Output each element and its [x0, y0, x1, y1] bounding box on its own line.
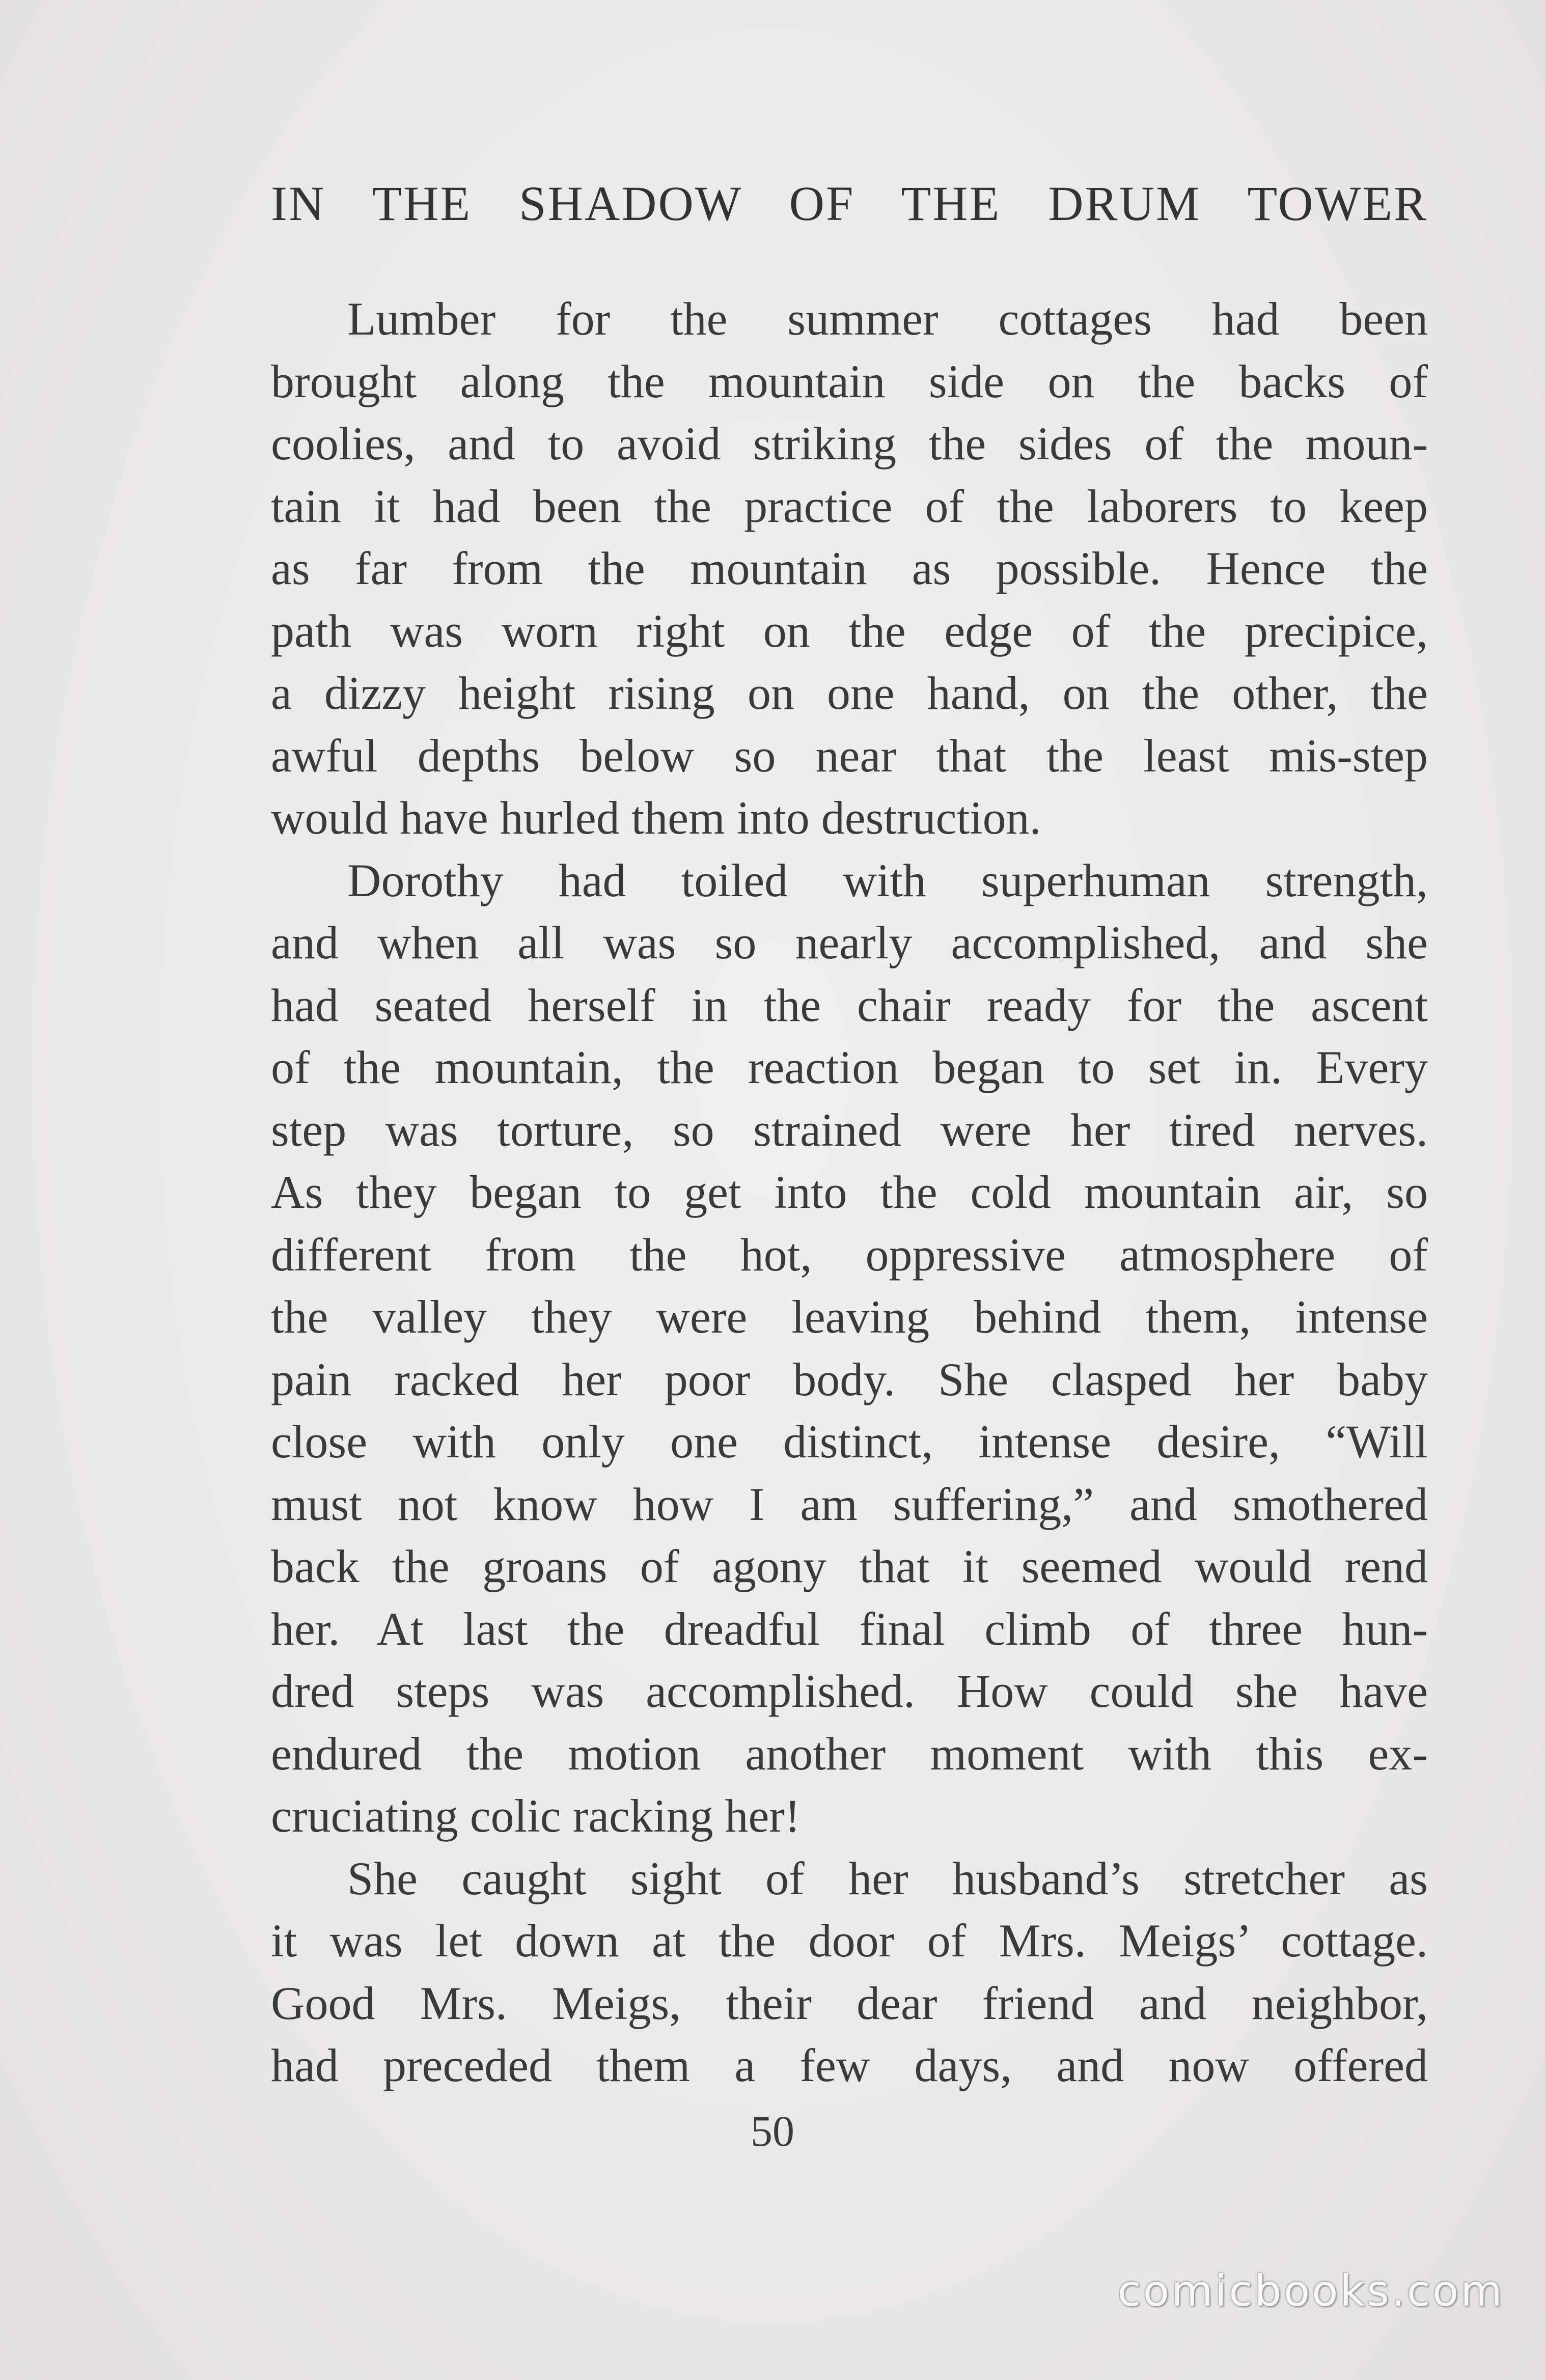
text-line: Lumber for the summer cottages had been — [347, 293, 1428, 345]
running-head: IN THE SHADOW OF THE DRUM TOWER — [271, 176, 1428, 231]
text-line: it was let down at the door of Mrs. Meigs’ cottage. — [271, 1915, 1428, 1967]
text-line: must not know how I am suffering,” and smothered — [271, 1478, 1428, 1530]
text-line: as far from the mountain as possible. Hence the — [271, 542, 1428, 594]
text-line: would have hurled them into destruction. — [271, 792, 1041, 844]
text-line: and when all was so nearly accomplished, and she — [271, 917, 1428, 968]
text-line: pain racked her poor body. She clasped her baby — [271, 1353, 1428, 1405]
text-line: back the groans of agony that it seemed would rend — [271, 1540, 1428, 1592]
text-line: close with only one distinct, intense desire, “Will — [271, 1416, 1428, 1468]
text-line: had preceded them a few days, and now offered — [271, 2039, 1428, 2091]
body-text — [271, 288, 1428, 2097]
watermark: comicbooks.com — [1117, 2266, 1504, 2316]
text-line: awful depths below so near that the least mis-step — [271, 729, 1428, 782]
text-line: the valley they were leaving behind them, intense — [271, 1291, 1428, 1343]
text-line: path was worn right on the edge of the precipice, — [271, 604, 1428, 657]
text-line: coolies, and to avoid striking the sides of the moun- — [271, 418, 1428, 469]
page-number: 50 — [751, 2107, 794, 2155]
text-line: of the mountain, the reaction began to set in. Every — [271, 1041, 1428, 1093]
text-line: Good Mrs. Meigs, their dear friend and neighbor, — [271, 1977, 1428, 2029]
text-line: different from the hot, oppressive atmosphere of — [271, 1228, 1428, 1281]
text-line: She caught sight of her husband’s stretcher as — [347, 1852, 1428, 1904]
text-line: her. At last the dreadful final climb of three hun- — [271, 1602, 1428, 1655]
text-line: brought along the mountain side on the backs of — [271, 355, 1428, 407]
text-line: endured the motion another moment with this ex- — [271, 1727, 1428, 1780]
text-line: cruciating colic racking her! — [271, 1790, 801, 1842]
text-line: As they began to get into the cold mountain air, so — [271, 1166, 1428, 1218]
text-line: step was torture, so strained were her tired nerves. — [271, 1103, 1428, 1156]
text-line: dred steps was accomplished. How could she have — [271, 1665, 1428, 1717]
text-line: tain it had been the practice of the laborers to keep — [271, 480, 1428, 532]
text-line: had seated herself in the chair ready for the ascent — [271, 979, 1428, 1031]
text-line: Dorothy had toiled with superhuman strength, — [347, 854, 1428, 906]
text-line: a dizzy height rising on one hand, on the other, the — [271, 667, 1428, 719]
